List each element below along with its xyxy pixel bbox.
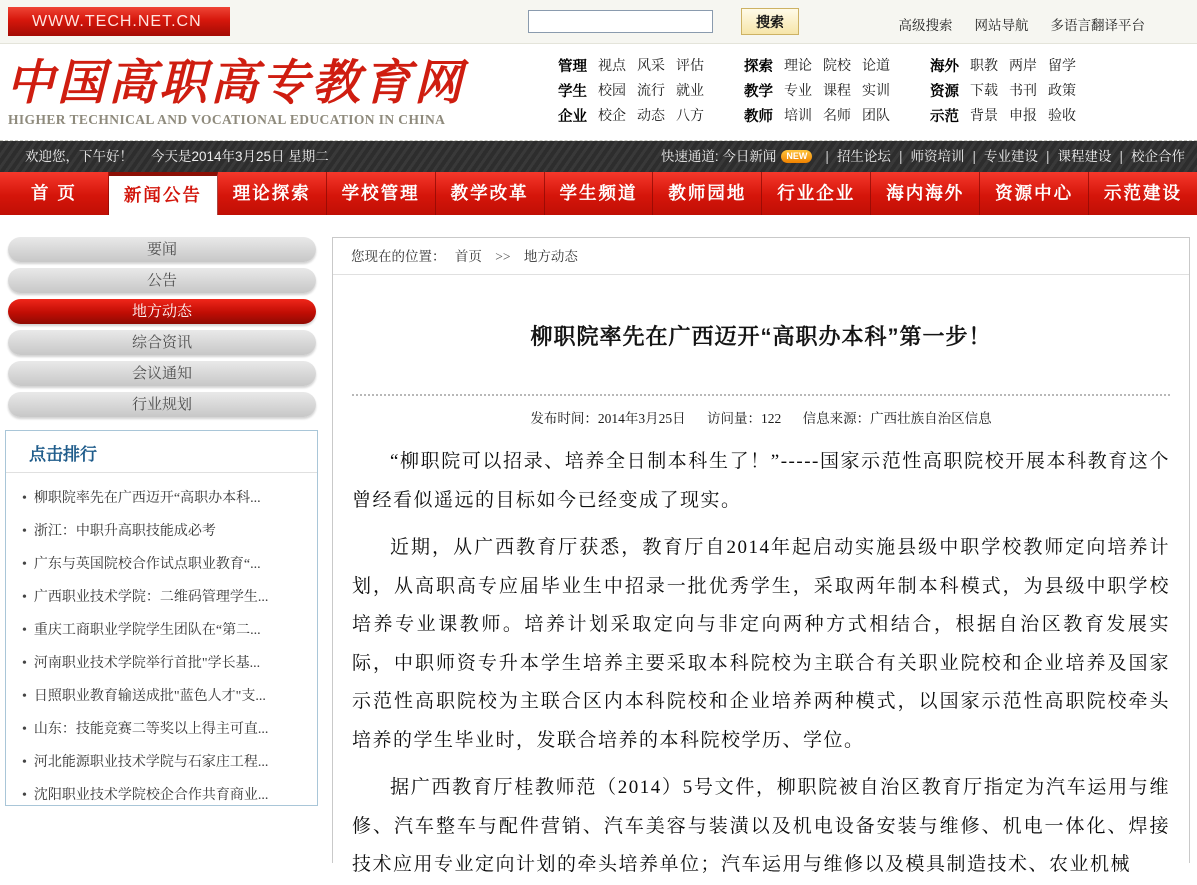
nav-item-home[interactable]: 首 页 bbox=[0, 172, 109, 215]
link-group-column bbox=[930, 55, 1076, 125]
quick-link-major-building[interactable]: 专业建设 bbox=[983, 149, 1038, 164]
separator: | bbox=[898, 149, 903, 164]
quick-link-admissions-forum[interactable]: 招生论坛 bbox=[836, 149, 891, 164]
welcome-bar bbox=[0, 141, 1197, 172]
header-link-group bbox=[744, 80, 890, 100]
bullet-icon: • bbox=[22, 557, 27, 572]
search-input[interactable] bbox=[528, 10, 713, 33]
group-label[interactable]: 管理 bbox=[558, 58, 587, 75]
article bbox=[333, 320, 1189, 885]
sidebar-item-industry-planning[interactable]: 行业规划 bbox=[8, 392, 316, 417]
ranking-title: 点击排行 bbox=[6, 431, 317, 473]
ranking-item-text: 广东与英国院校合作试点职业教育“... bbox=[33, 557, 261, 572]
group-link[interactable]: 两岸 bbox=[1009, 57, 1037, 73]
group-label[interactable]: 学生 bbox=[558, 83, 587, 100]
quick-link-course-building[interactable]: 课程建设 bbox=[1057, 149, 1112, 164]
nav-item-overseas[interactable]: 海内海外 bbox=[871, 172, 980, 215]
group-link[interactable]: 八方 bbox=[676, 107, 704, 123]
group-link[interactable]: 职教 bbox=[970, 57, 998, 73]
separator: | bbox=[825, 149, 829, 164]
ranking-item[interactable] bbox=[22, 784, 309, 804]
group-link[interactable]: 校企 bbox=[598, 107, 626, 123]
site-logo: 中国高职高专教育网 bbox=[6, 57, 466, 110]
separator: | bbox=[1119, 149, 1123, 164]
publish-date: 发布时间：2014年3月25日 bbox=[530, 411, 686, 426]
breadcrumb-label: 您现在的位置： bbox=[351, 249, 446, 264]
ranking-item[interactable] bbox=[22, 487, 309, 507]
ranking-item[interactable] bbox=[22, 553, 309, 573]
group-link[interactable]: 申报 bbox=[1009, 107, 1037, 123]
bullet-icon: • bbox=[22, 491, 27, 506]
group-link[interactable]: 风采 bbox=[637, 57, 665, 73]
site-map-link[interactable]: 网站导航 bbox=[974, 18, 1029, 33]
group-link[interactable]: 论道 bbox=[862, 57, 890, 73]
sidebar-item-meeting-notices[interactable]: 会议通知 bbox=[8, 361, 316, 386]
group-link[interactable]: 培训 bbox=[784, 107, 812, 123]
nav-item-news[interactable]: 新闻公告 bbox=[109, 172, 218, 215]
breadcrumb-home-link[interactable]: 首页 bbox=[454, 249, 482, 264]
group-link[interactable]: 书刊 bbox=[1009, 82, 1037, 98]
ranking-item-text: 山东：技能竞赛二等奖以上得主可直... bbox=[33, 722, 269, 737]
sidebar-item-announcements[interactable]: 公告 bbox=[8, 268, 316, 293]
ranking-item[interactable] bbox=[22, 685, 309, 705]
header-link-groups bbox=[558, 55, 1076, 125]
header-link-group bbox=[558, 105, 704, 125]
ranking-item-text: 河北能源职业技术学院与石家庄工程... bbox=[33, 755, 269, 770]
group-label[interactable]: 企业 bbox=[558, 108, 587, 125]
search-button[interactable]: 搜索 bbox=[741, 8, 799, 35]
quick-links bbox=[661, 141, 1185, 172]
bullet-icon: • bbox=[22, 788, 27, 803]
group-link[interactable]: 下载 bbox=[970, 82, 998, 98]
header-link-group bbox=[744, 105, 890, 125]
nav-item-resources[interactable]: 资源中心 bbox=[980, 172, 1089, 215]
sidebar-item-general-info[interactable]: 综合资讯 bbox=[8, 330, 316, 355]
group-link[interactable]: 课程 bbox=[823, 82, 851, 98]
group-link[interactable]: 留学 bbox=[1048, 57, 1076, 73]
group-label[interactable]: 教师 bbox=[744, 108, 773, 125]
quick-link-today-news[interactable]: 今日新闻 bbox=[722, 149, 777, 164]
ranking-item-text: 河南职业技术学院举行首批"学长基... bbox=[33, 656, 261, 671]
group-link[interactable]: 校园 bbox=[598, 82, 626, 98]
ranking-item[interactable] bbox=[22, 586, 309, 606]
group-link[interactable]: 专业 bbox=[784, 82, 812, 98]
ranking-item[interactable] bbox=[22, 751, 309, 771]
header-link-group bbox=[930, 55, 1076, 75]
group-link[interactable]: 名师 bbox=[823, 107, 851, 123]
sidebar-item-headlines[interactable]: 要闻 bbox=[8, 237, 316, 262]
click-ranking-box bbox=[5, 430, 318, 806]
article-body bbox=[352, 443, 1170, 885]
info-source: 信息来源：广西壮族自治区信息 bbox=[802, 411, 992, 426]
advanced-search-link[interactable]: 高级搜索 bbox=[898, 18, 953, 33]
breadcrumb-separator: >> bbox=[495, 249, 511, 264]
ranking-item-text: 广西职业技术学院：二维码管理学生... bbox=[33, 590, 269, 605]
link-group-column bbox=[744, 55, 890, 125]
group-link[interactable]: 理论 bbox=[784, 57, 812, 73]
header-link-group bbox=[558, 55, 704, 75]
article-paragraph: 近期，从广西教育厅获悉，教育厅自2014年起启动实施县级中职学校教师定向培养计划，从高职高专应届毕业生中招录一批优秀学生，采取两年制本科模式，为县级中职学校培养专业课教师。培养计划采取定向与非定向两种方式相结合，根据自治区教育发展实际，中职师资专升本学生培养主要采取本科院校为主联合有关职业院校和企业培养及国家示范性高职院校为主联合区内本科院校和企业培养两种模式，以国家示范性高职院校牵头培养的学生毕业时，发联合培养的本科院校学历、学位。 bbox=[352, 537, 1170, 751]
group-label[interactable]: 海外 bbox=[930, 58, 959, 75]
group-label[interactable]: 示范 bbox=[930, 108, 959, 125]
link-group-column bbox=[558, 55, 704, 125]
bullet-icon: • bbox=[22, 524, 27, 539]
quick-links-label: 快速通道: bbox=[660, 149, 719, 164]
header-link-group bbox=[558, 80, 704, 100]
header-link-group bbox=[744, 55, 890, 75]
group-label[interactable]: 探索 bbox=[744, 58, 773, 75]
bullet-icon: • bbox=[22, 656, 27, 671]
breadcrumb-current[interactable]: 地方动态 bbox=[523, 249, 578, 264]
quick-link-teacher-training[interactable]: 师资培训 bbox=[910, 149, 965, 164]
new-badge: NEW bbox=[781, 150, 812, 163]
breadcrumb bbox=[333, 238, 1189, 275]
ranking-item[interactable] bbox=[22, 652, 309, 672]
group-link[interactable]: 验收 bbox=[1048, 107, 1076, 123]
quick-link-school-enterprise[interactable]: 校企合作 bbox=[1131, 149, 1185, 164]
ranking-list bbox=[6, 473, 317, 804]
article-meta bbox=[352, 407, 1170, 427]
ranking-item-text: 柳职院率先在广西迈开“高职办本科... bbox=[33, 491, 261, 506]
group-link[interactable]: 院校 bbox=[823, 57, 851, 73]
sidebar-menu bbox=[8, 237, 316, 423]
main-nav bbox=[0, 172, 1197, 215]
group-label[interactable]: 教学 bbox=[744, 83, 773, 100]
ranking-item-text: 日照职业教育输送成批"蓝色人才"支... bbox=[33, 689, 266, 704]
top-utility-bar bbox=[0, 0, 1197, 44]
greeting-text: 欢迎您，下午好！ bbox=[25, 149, 133, 164]
group-link[interactable]: 动态 bbox=[637, 107, 665, 123]
bullet-icon: • bbox=[22, 755, 27, 770]
ranking-item[interactable] bbox=[22, 520, 309, 540]
group-link[interactable]: 评估 bbox=[676, 57, 704, 73]
nav-item-teacher-garden[interactable]: 教师园地 bbox=[653, 172, 762, 215]
visit-count: 访问量：122 bbox=[707, 411, 782, 426]
ranking-item-text: 重庆工商职业学院学生团队在“第二... bbox=[33, 623, 261, 638]
group-link[interactable]: 就业 bbox=[676, 82, 704, 98]
ranking-item-text: 浙江：中职升高职技能成必考 bbox=[33, 524, 216, 539]
main-content bbox=[332, 237, 1190, 875]
group-link[interactable]: 实训 bbox=[862, 82, 890, 98]
ranking-item[interactable] bbox=[22, 619, 309, 639]
separator: | bbox=[972, 149, 976, 164]
group-link[interactable]: 团队 bbox=[862, 107, 890, 123]
bullet-icon: • bbox=[22, 689, 27, 704]
article-paragraph: 据广西教育厅桂教师范（2014）5号文件，柳职院被自治区教育厅指定为汽车运用与维修、汽车整车与配件营销、汽车美容与装潢以及机电设备安装与维修、机电一体化、焊接技术应用专业定向计划的牵头培养单位；汽车运用与维修以及模具制造技术、农业机械 bbox=[352, 777, 1170, 875]
nav-item-industry[interactable]: 行业企业 bbox=[762, 172, 871, 215]
ranking-item-text: 沈阳职业技术学院校企合作共育商业... bbox=[33, 788, 269, 803]
nav-item-teaching-reform[interactable]: 教学改革 bbox=[436, 172, 545, 215]
translate-link[interactable]: 多语言翻译平台 bbox=[1050, 18, 1145, 33]
group-link[interactable]: 政策 bbox=[1048, 82, 1076, 98]
article-title: 柳职院率先在广西迈开“高职办本科”第一步！ bbox=[530, 324, 992, 349]
dotted-divider bbox=[352, 394, 1170, 396]
nav-item-theory[interactable]: 理论探索 bbox=[218, 172, 327, 215]
nav-item-demonstration[interactable]: 示范建设 bbox=[1104, 183, 1183, 203]
bullet-icon: • bbox=[22, 590, 27, 605]
group-link[interactable]: 背景 bbox=[970, 107, 998, 123]
welcome-text bbox=[25, 141, 329, 172]
date-text: 今天是2014年3月25日 星期二 bbox=[151, 149, 329, 164]
group-link[interactable]: 流行 bbox=[637, 82, 665, 98]
nav-item-school-management[interactable]: 学校管理 bbox=[327, 172, 436, 215]
group-label[interactable]: 资源 bbox=[930, 83, 959, 100]
nav-item-student-channel[interactable]: 学生频道 bbox=[545, 172, 654, 215]
bullet-icon: • bbox=[22, 722, 27, 737]
topbar-links bbox=[899, 14, 1146, 34]
site-url-banner[interactable]: WWW.TECH.NET.CN bbox=[8, 7, 230, 36]
bullet-icon: • bbox=[22, 623, 27, 638]
site-header bbox=[0, 44, 1197, 141]
header-link-group bbox=[930, 105, 1076, 125]
header-link-group bbox=[930, 80, 1076, 100]
sidebar-item-local-news[interactable]: 地方动态 bbox=[8, 299, 316, 324]
separator: | bbox=[1045, 149, 1050, 164]
ranking-item[interactable] bbox=[22, 718, 309, 738]
group-link[interactable]: 视点 bbox=[598, 57, 626, 73]
article-paragraph: “柳职院可以招录、培养全日制本科生了！”-----国家示范性高职院校开展本科教育这个曾经看似遥远的目标如今已经变成了现实。 bbox=[352, 451, 1170, 511]
site-logo-subtitle: HIGHER TECHNICAL AND VOCATIONAL EDUCATION IN CHINA bbox=[8, 112, 446, 127]
